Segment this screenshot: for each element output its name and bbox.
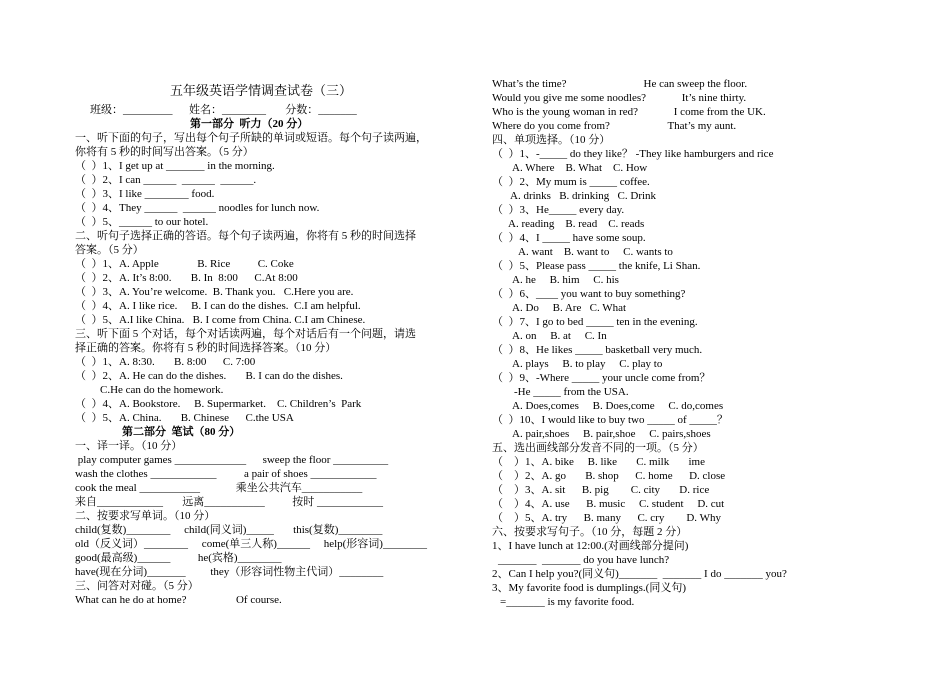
left-line: （ ）4、A. Bookstore. B. Supermarket. C. Children’s Park xyxy=(75,398,362,410)
right-line: A. want B. want to C. wants to xyxy=(518,246,673,258)
left-line: 答案。（5 分） xyxy=(75,244,144,256)
right-line: （ ）1、A. bike B. like C. milk ime xyxy=(492,456,705,468)
right-line: Who is the young woman in red? I come from the UK. xyxy=(492,106,766,118)
left-line: （ ）1、A. Apple B. Rice C. Coke xyxy=(75,258,294,270)
right-line: =_______ is my favorite food. xyxy=(500,596,635,608)
right-line: What’s the time? He can sweep the floor. xyxy=(492,78,748,90)
right-line: （ ）10、I would like to buy two _____ of _____？ xyxy=(492,414,728,426)
left-line: What can he do at home? Of course. xyxy=(75,594,282,606)
left-line: （ ）2、A. It’s 8:00. B. In 8:00 C.At 8:00 xyxy=(75,272,298,284)
right-line: A. he B. him C. his xyxy=(512,274,619,286)
right-line: _______ _______ do you have lunch? xyxy=(498,554,670,566)
left-line: play computer games _____________ sweep the floor __________ xyxy=(75,454,389,466)
left-line: （ ）5、A.I like China. B. I come from China. C.I am Chinese. xyxy=(75,314,366,326)
right-line: A. reading B. read C. reads xyxy=(508,218,645,230)
right-line: -He _____ from the USA. xyxy=(514,386,629,398)
left-line: 一、译一译。（10 分） xyxy=(75,440,183,452)
right-line: 五、选出画线部分发音不同的一项。（5 分） xyxy=(492,442,704,454)
left-line: C.He can do the homework. xyxy=(100,384,224,396)
left-line: 三、听下面 5 个对话，每个对话读两遍，每个对话后有一个问题，请选 xyxy=(75,328,416,340)
left-line: （ ）4、They ______ ______ noodles for lunch now. xyxy=(75,202,320,214)
right-line: （ ）5、Please pass _____ the knife, Li Shan. xyxy=(492,260,701,272)
right-line: A. plays B. to play C. play to xyxy=(512,358,663,370)
right-line: 2、Can I help you?(同义句)_______ _______ I do _______ you? xyxy=(492,568,787,580)
right-line: A. on B. at C. In xyxy=(512,330,607,342)
section-heading: 第一部分 听力（20 分） xyxy=(190,118,309,130)
left-line: 二、听句子选择正确的答语。每个句子读两遍，你将有 5 秒的时间选择 xyxy=(75,230,416,242)
left-line: （ ）5、______ to our hotel. xyxy=(75,216,209,228)
right-line: （ ）4、A. use B. music C. student D. cut xyxy=(492,498,725,510)
left-line: wash the clothes ____________ a pair of shoes ____________ xyxy=(75,468,377,480)
right-line: （ ）8、He likes _____ basketball very much. xyxy=(492,344,703,356)
left-line: good(最高级)______ he(宾格)________ xyxy=(75,552,282,564)
page-title: 五年级英语学情调查试卷（三） xyxy=(170,83,353,98)
left-line: 班级：_________ 姓名：________ 分数：_______ xyxy=(90,104,357,116)
left-line: child(复数)________ child(同义词)_____ this(复数)________ xyxy=(75,524,383,536)
right-line: A. drinks B. drinking C. Drink xyxy=(510,190,657,202)
right-line: A. Where B. What C. How xyxy=(512,162,648,174)
right-line: （ ）2、A. go B. shop C. home D. close xyxy=(492,470,726,482)
left-line: （ ）5、A. China. B. Chinese C.the USA xyxy=(75,412,294,424)
left-line: （ ）1、A. 8:30. B. 8:00 C. 7:00 xyxy=(75,356,256,368)
right-line: （ ）5、A. try B. many C. cry D. Why xyxy=(492,512,721,524)
right-line: （ ）3、He_____ every day. xyxy=(492,204,625,216)
left-line: （ ）1、I get up at _______ in the morning. xyxy=(75,160,275,172)
left-line: 一、听下面的句子，写出每个句子所缺的单词或短语。每个句子读两遍， xyxy=(75,132,427,144)
right-line: （ ）6、____ you want to buy something? xyxy=(492,288,686,300)
right-line: Would you give me some noodles? It’s nine thirty. xyxy=(492,92,747,104)
right-line: A. pair,shoes B. pair,shoe C. pairs,shoes xyxy=(512,428,711,440)
left-line: have(现在分词)_______ they（形容词性物主代词）________ xyxy=(75,566,384,578)
right-line: A. Does,comes B. Does,come C. do,comes xyxy=(512,400,724,412)
right-line: 四、单项选择。（10 分） xyxy=(492,134,611,146)
right-line: （ ）4、I _____ have some soup. xyxy=(492,232,646,244)
left-line: 择正确的答案。你将有 5 秒的时间选择答案。（10 分） xyxy=(75,342,337,354)
left-line: 三、问答对对碰。（5 分） xyxy=(75,580,199,592)
left-line: 你将有 5 秒的时间写出答案。（5 分） xyxy=(75,146,254,158)
left-line: （ ）3、I like ________ food. xyxy=(75,188,215,200)
right-line: 1、I have lunch at 12:00.(对画线部分提问) xyxy=(492,540,689,552)
left-line: （ ）2、A. He can do the dishes. B. I can do the dishes. xyxy=(75,370,343,382)
right-line: Where do you come from? That’s my aunt. xyxy=(492,120,737,132)
left-line: （ ）2、I can ______ ______ ______. xyxy=(75,174,257,186)
right-line: 六、按要求写句子。（10 分，每题 2 分） xyxy=(492,526,688,538)
left-line: 来自____________ 远离___________ 按时 ____________ xyxy=(75,496,383,508)
right-line: 3、My favorite food is dumplings.(同义句) xyxy=(492,582,687,594)
right-line: （ ）9、-Where _____ your uncle come from？ xyxy=(492,372,711,384)
left-line: cook the meal ___________ 乘坐公共汽车___________ xyxy=(75,482,363,494)
left-line: （ ）4、A. I like rice. B. I can do the dishes. C.I am helpful. xyxy=(75,300,361,312)
right-line: （ ）2、My mum is _____ coffee. xyxy=(492,176,650,188)
left-line: （ ）3、A. You’re welcome. B. Thank you. C.Here you are. xyxy=(75,286,354,298)
right-line: （ ）3、A. sit B. pig C. city D. rice xyxy=(492,484,710,496)
right-line: （ ）7、I go to bed _____ ten in the evening. xyxy=(492,316,698,328)
right-line: A. Do B. Are C. What xyxy=(512,302,627,314)
section-heading: 第二部分 笔试（80 分） xyxy=(122,426,241,438)
left-line: old（反义词）________ come(单三人称)______ help(形容词)________ xyxy=(75,538,427,550)
right-line: （ ）1、-_____ do they like？ -They like hamburgers and rice xyxy=(492,148,774,160)
left-line: 二、按要求写单词。（10 分） xyxy=(75,510,216,522)
